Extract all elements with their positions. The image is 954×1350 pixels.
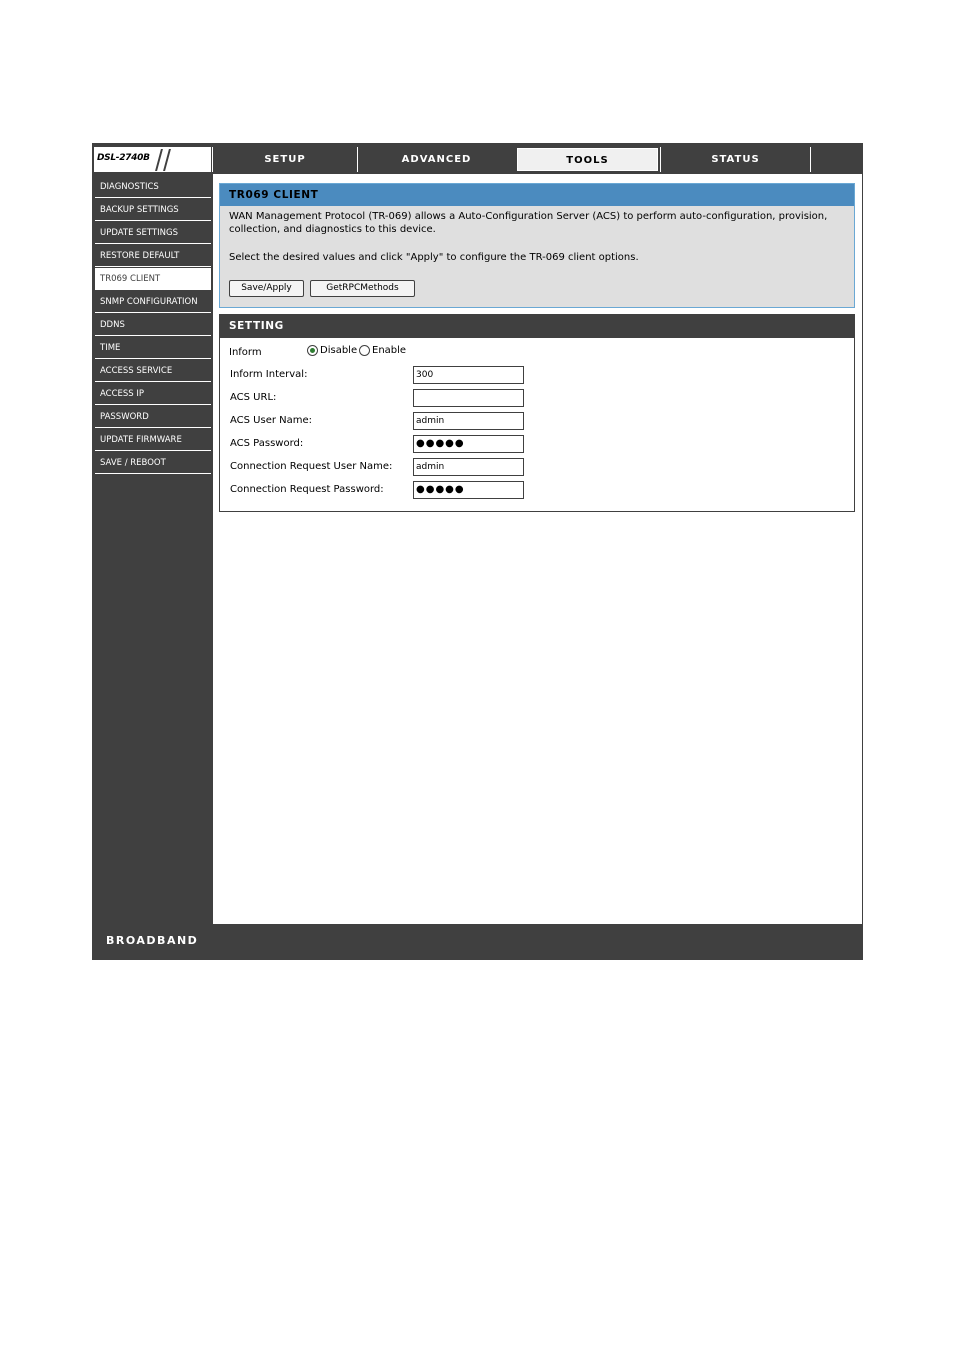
connection-request-password-input[interactable]: ●●●●● <box>413 481 524 499</box>
logo-slash-icon <box>155 149 163 171</box>
tab-empty <box>810 147 862 172</box>
sidebar-item-update-firmware[interactable]: UPDATE FIRMWARE <box>95 429 211 451</box>
save-apply-button[interactable]: Save/Apply <box>229 280 304 297</box>
router-admin-window <box>92 143 863 960</box>
sidebar-item-save-reboot[interactable]: SAVE / REBOOT <box>95 452 211 474</box>
inform-interval-label: Inform Interval: <box>230 369 308 380</box>
tab-status[interactable]: STATUS <box>660 147 810 172</box>
connection-request-user-name-input[interactable]: admin <box>413 458 524 476</box>
acs-user-name-label: ACS User Name: <box>230 415 313 426</box>
connection-request-password-label: Connection Request Password: <box>230 484 384 495</box>
acs-password-label: ACS Password: <box>230 438 304 449</box>
tr069-hint: Select the desired values and click "Apply" to configure the TR-069 client options. <box>229 252 639 263</box>
sidebar-item-ddns[interactable]: DDNS <box>95 314 211 336</box>
sidebar-item-backup-settings[interactable]: BACKUP SETTINGS <box>95 199 211 221</box>
model-logo-text: DSL-2740B <box>97 153 150 163</box>
inform-interval-input[interactable]: 300 <box>413 366 524 384</box>
tab-setup[interactable]: SETUP <box>212 147 357 172</box>
sidebar-item-diagnostics[interactable]: DIAGNOSTICS <box>95 176 211 198</box>
sidebar-item-tr069-client[interactable]: TR069 CLIENT <box>95 268 211 290</box>
setting-panel <box>219 314 855 512</box>
logo <box>94 147 211 172</box>
inform-disable-label: Disable <box>320 345 358 356</box>
get-rpc-methods-button[interactable]: GetRPCMethods <box>310 280 415 297</box>
sidebar-item-access-service[interactable]: ACCESS SERVICE <box>95 360 211 382</box>
sidebar-item-access-ip[interactable]: ACCESS IP <box>95 383 211 405</box>
footer-bar <box>93 924 862 959</box>
acs-password-input[interactable]: ●●●●● <box>413 435 524 453</box>
main-content <box>213 174 862 924</box>
acs-url-label: ACS URL: <box>230 392 277 403</box>
tr069-panel-title: TR069 CLIENT <box>220 184 854 206</box>
sidebar-item-password[interactable]: PASSWORD <box>95 406 211 428</box>
top-navigation-bar <box>93 144 862 174</box>
acs-url-input[interactable] <box>413 389 524 407</box>
acs-user-name-input[interactable]: admin <box>413 412 524 430</box>
inform-disable-radio[interactable] <box>307 345 318 356</box>
inform-enable-option[interactable] <box>359 345 406 356</box>
sidebar-item-restore-default[interactable]: RESTORE DEFAULT <box>95 245 211 267</box>
tr069-description: WAN Management Protocol (TR-069) allows a Auto-Configuration Server (ACS) to perform auto-configuration, provision, collection, and diagnostics to this device. <box>229 211 828 235</box>
inform-enable-label: Enable <box>372 345 407 356</box>
inform-enable-radio[interactable] <box>359 345 370 356</box>
tab-advanced[interactable]: ADVANCED <box>357 147 515 172</box>
connection-request-user-name-label: Connection Request User Name: <box>230 461 393 472</box>
setting-panel-title: SETTING <box>220 315 854 338</box>
sidebar-item-time[interactable]: TIME <box>95 337 211 359</box>
sidebar-item-update-settings[interactable]: UPDATE SETTINGS <box>95 222 211 244</box>
sidebar <box>93 174 213 924</box>
tab-tools[interactable]: TOOLS <box>516 147 659 172</box>
footer-brand: BROADBAND <box>106 934 199 947</box>
sidebar-item-snmp-configuration[interactable]: SNMP CONFIGURATION <box>95 291 211 313</box>
tr069-client-panel <box>219 183 855 308</box>
inform-disable-option[interactable] <box>307 345 357 356</box>
logo-slash-icon <box>163 149 171 171</box>
inform-label: Inform <box>229 347 262 358</box>
